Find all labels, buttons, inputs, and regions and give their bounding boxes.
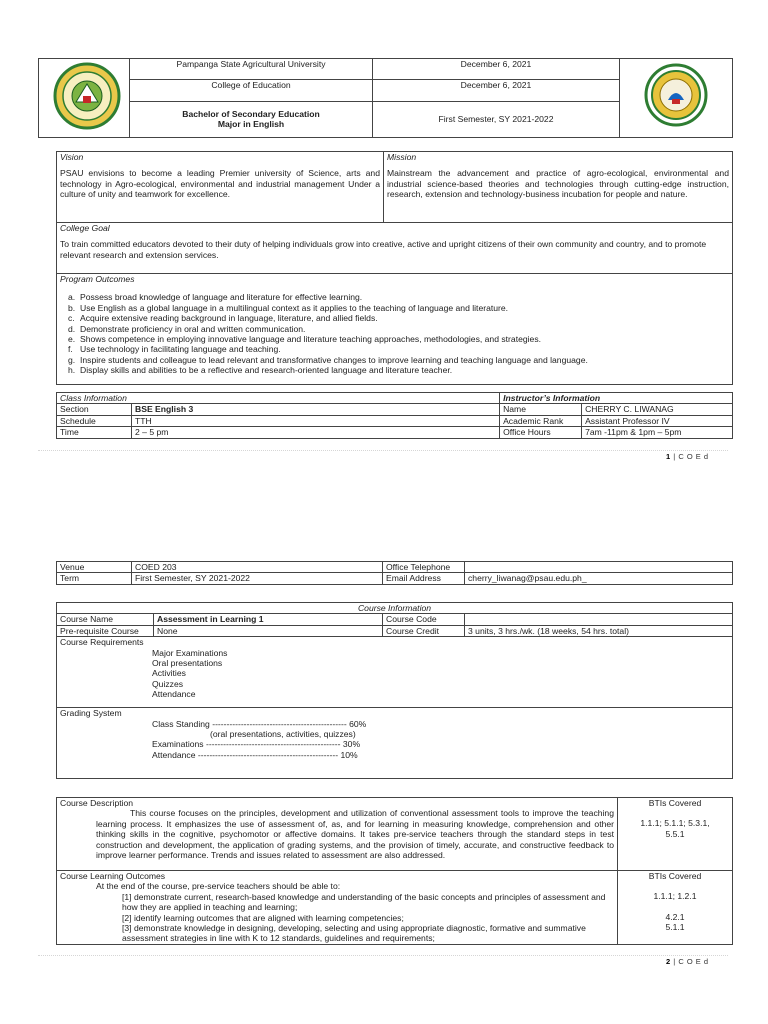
date-2: December 6, 2021 bbox=[373, 80, 620, 101]
course-description-cell bbox=[57, 798, 618, 871]
list-item: [3] demonstrate knowledge in designing, developing, selecting and using appropriate diagnostic, formative and summative assessment strategies in line with K to 12 standards, guidelines and requirements; bbox=[122, 923, 586, 944]
course-name-value: Assessment in Learning 1 bbox=[154, 614, 383, 625]
program-name: Bachelor of Secondary Education Major in English bbox=[130, 101, 373, 137]
header-table bbox=[38, 58, 733, 138]
college-goal-text: To train committed educators devoted to their duty of helping individuals grow into creative, active and upright citizens of their own community and country, and to promote relevant research and extension services. bbox=[60, 239, 707, 260]
time-value: 2 – 5 pm bbox=[132, 427, 500, 438]
section-label: Section bbox=[57, 404, 132, 415]
class-standing-note: (oral presentations, activities, quizzes) bbox=[210, 729, 356, 740]
rank-value: Assistant Professor IV bbox=[582, 415, 733, 426]
list-item: Quizzes bbox=[152, 678, 184, 689]
outcome-btis-cell: BTIs Covered 1.1.1; 1.2.1 4.2.1 5.1.1 bbox=[618, 871, 733, 945]
grading-cell bbox=[57, 708, 733, 779]
program-outcomes-cell bbox=[57, 274, 733, 385]
college-goal-cell bbox=[57, 223, 733, 274]
name-value: CHERRY C. LIWANAG bbox=[582, 404, 733, 415]
program-outcomes-heading: Program Outcomes bbox=[60, 274, 135, 284]
list-item: [1] demonstrate current, research-based knowledge and understanding of the basic concepts and principles of assessment and how they are applied in teaching and learning; bbox=[122, 891, 606, 913]
grading-label: Grading System bbox=[60, 708, 122, 719]
course-description-text: This course focuses on the principles, development and utilization of conventional assessment tools to improve the teaching learning process. It emphasizes the use of assessment of, as, and for learning in measuring knowledge, comprehension and other thinking skills in the cognitive, psychomotor or affective domains. It takes pre-service teachers through the standard steps in test construction and development, the application of grading systems, and the provision of timely, accurate, and constructive feedback to improve learner performance. Trends and issues related to assessment are also addressed. bbox=[96, 808, 614, 861]
class-info-heading: Class Information bbox=[57, 393, 500, 404]
course-info-heading: Course Information bbox=[57, 603, 733, 614]
prereq-value: None bbox=[154, 625, 383, 636]
mission-cell bbox=[384, 152, 733, 223]
btis-cell: BTIs Covered 1.1.1; 5.1.1; 5.3.1, 5.5.1 bbox=[618, 798, 733, 871]
term-value: First Semester, SY 2021-2022 bbox=[132, 573, 383, 584]
university-name: Pampanga State Agricultural University bbox=[130, 59, 373, 80]
credit-label: Course Credit bbox=[383, 625, 465, 636]
vision-text: PSAU envisions to become a leading Premier university of Science, arts and technology in Agro-ecological, environmental and industrial management Under a culture of unity and teamwork for excellence. bbox=[60, 168, 380, 200]
email-label: Email Address bbox=[383, 573, 465, 584]
semester: First Semester, SY 2021-2022 bbox=[373, 101, 620, 137]
class-info-table bbox=[56, 392, 733, 439]
rank-label: Academic Rank bbox=[500, 415, 582, 426]
page-number: 1 bbox=[666, 452, 671, 461]
course-info-table bbox=[56, 602, 733, 779]
btis-heading: BTIs Covered bbox=[648, 798, 702, 808]
college-name: College of Education bbox=[130, 80, 373, 101]
schedule-label: Schedule bbox=[57, 415, 132, 426]
list-item: b. Use English as a global language in a multilingual context as it applies to the teaching of language and literature. bbox=[68, 302, 509, 313]
grading-row: Examinations ----------------------------------------------- 30% bbox=[152, 739, 361, 750]
logo-cell-right bbox=[620, 59, 733, 138]
page1-footer: 1 | C O E d bbox=[666, 452, 709, 461]
schedule-value: TTH bbox=[132, 415, 500, 426]
course-description-table bbox=[56, 797, 733, 945]
venue-table bbox=[56, 561, 733, 585]
list-item: Major Examinations bbox=[152, 647, 228, 658]
list-item: Activities bbox=[152, 668, 186, 679]
list-item: e. Shows competence in employing innovative language and literature teaching approaches, methodologies, and strategies. bbox=[68, 334, 542, 345]
hours-label: Office Hours bbox=[500, 427, 582, 438]
list-item: [2] identify learning outcomes that are aligned with learning competencies; bbox=[122, 912, 404, 923]
email-value: cherry_liwanag@psau.edu.ph_ bbox=[465, 573, 733, 584]
vision-cell bbox=[57, 152, 384, 223]
time-label: Time bbox=[57, 427, 132, 438]
page-number: 2 bbox=[666, 957, 671, 966]
phone-label: Office Telephone bbox=[383, 562, 465, 573]
course-name-label: Course Name bbox=[57, 614, 154, 625]
page2-footer-divider bbox=[38, 955, 728, 956]
page2-footer: 2 | C O E d bbox=[666, 957, 709, 966]
vision-heading: Vision bbox=[60, 152, 84, 162]
name-label: Name bbox=[500, 404, 582, 415]
logo-cell-left bbox=[39, 59, 130, 138]
list-item: Oral presentations bbox=[152, 658, 223, 669]
term-label: Term bbox=[57, 573, 132, 584]
learning-outcomes-intro: At the end of the course, pre-service teachers should be able to: bbox=[96, 881, 341, 892]
list-item: Attendance bbox=[152, 689, 196, 700]
program-outcomes-list bbox=[60, 292, 729, 375]
list-item: f. Use technology in facilitating language and teaching. bbox=[68, 344, 281, 355]
date-1: December 6, 2021 bbox=[373, 59, 620, 80]
college-goal-heading: College Goal bbox=[60, 223, 110, 233]
vmgo-table bbox=[56, 151, 733, 385]
grading-row: Class Standing ----------------------------------------------- 60% bbox=[152, 718, 367, 729]
requirements-label: Course Requirements bbox=[60, 637, 144, 648]
list-item: d. Demonstrate proficiency in oral and written communication. bbox=[68, 323, 306, 334]
course-code-value bbox=[465, 614, 733, 625]
course-code-label: Course Code bbox=[383, 614, 465, 625]
section-value: BSE English 3 bbox=[132, 404, 500, 415]
mission-heading: Mission bbox=[387, 152, 417, 162]
venue-label: Venue bbox=[57, 562, 132, 573]
credit-value: 3 units, 3 hrs./wk. (18 weeks, 54 hrs. total) bbox=[465, 625, 733, 636]
grading-row: Attendance ------------------------------------------------- 10% bbox=[152, 749, 358, 760]
page1-footer-divider bbox=[38, 450, 728, 451]
learning-outcomes-cell bbox=[57, 871, 618, 945]
learning-outcomes-heading: Course Learning Outcomes bbox=[60, 871, 166, 881]
phone-value bbox=[465, 562, 733, 573]
venue-value: COED 203 bbox=[132, 562, 383, 573]
prereq-label: Pre-requisite Course bbox=[57, 625, 154, 636]
list-item: c. Acquire extensive reading background in language, literature, and allied fields. bbox=[68, 313, 378, 324]
list-item: a. Possess broad knowledge of language and literature for effective learning. bbox=[68, 292, 363, 303]
hours-value: 7am -11pm & 1pm – 5pm bbox=[582, 427, 733, 438]
course-description-heading: Course Description bbox=[60, 798, 134, 808]
instructor-info-heading: Instructor’s Information bbox=[500, 393, 733, 404]
list-item: h. Display skills and abilities to be a reflective and research-oriented language and literature teacher. bbox=[68, 365, 453, 376]
requirements-cell bbox=[57, 637, 733, 708]
list-item: g. Inspire students and colleague to lead relevant and transformative changes to improve learning and teaching language and language. bbox=[68, 354, 588, 365]
mission-text: Mainstream the advancement and practice of agro-ecological, environmental and industrial science-based theories and technologies through cutting-edge instruction, research, extension and technology-business incubation for people and nature. bbox=[387, 168, 729, 200]
